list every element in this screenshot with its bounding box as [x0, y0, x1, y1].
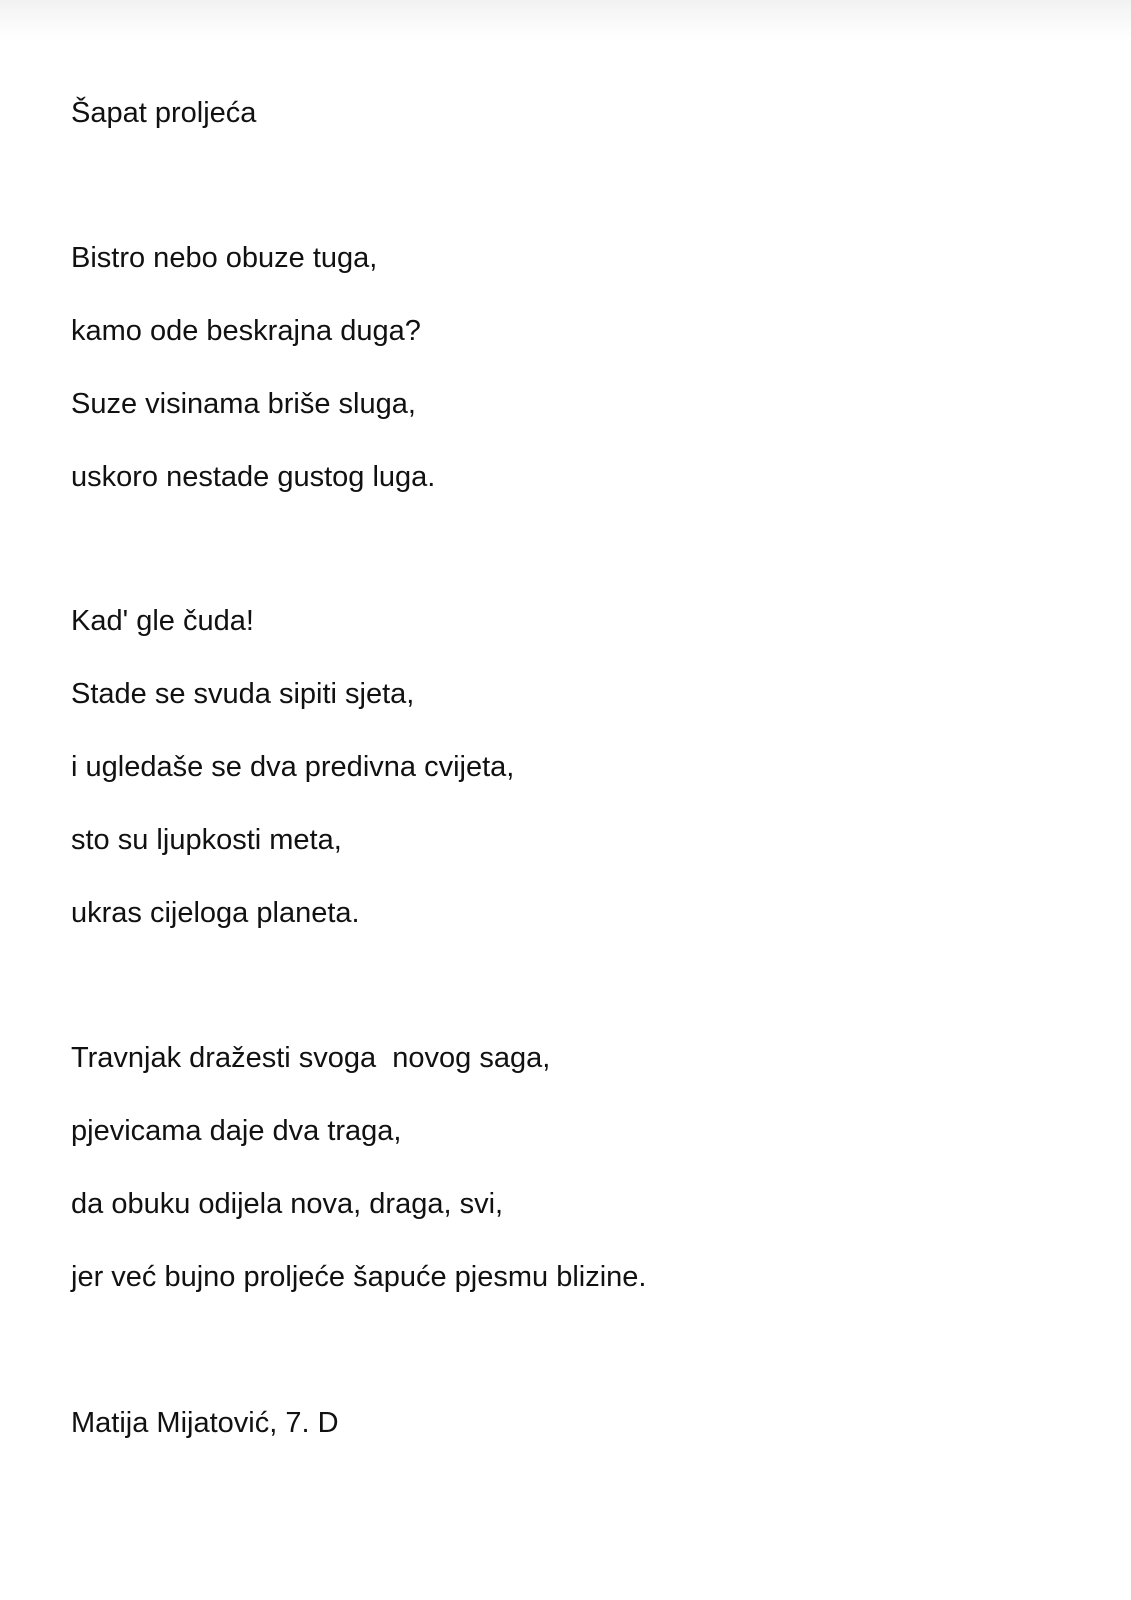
poem-line: sto su ljupkosti meta,	[71, 824, 342, 856]
poem-line: Travnjak dražesti svoga novog saga,	[71, 1042, 551, 1074]
poem-line: uskoro nestade gustog luga.	[71, 461, 436, 493]
poem-line: i ugledaše se dva predivna cvijeta,	[71, 751, 515, 783]
poem-line: pjevicama daje dva traga,	[71, 1115, 402, 1147]
poem-line: jer već bujno proljeće šapuće pjesmu blizine.	[71, 1261, 647, 1293]
poem-line: da obuku odijela nova, draga, svi,	[71, 1188, 504, 1220]
poem-title: Šapat proljeća	[71, 97, 257, 129]
poem-line: ukras cijeloga planeta.	[71, 897, 360, 929]
poem-line: kamo ode beskrajna duga?	[71, 315, 421, 347]
poem-author: Matija Mijatović, 7. D	[71, 1407, 339, 1439]
page-top-shading	[0, 0, 1131, 40]
poem-line: Kad' gle čuda!	[71, 605, 254, 637]
poem-line: Bistro nebo obuze tuga,	[71, 242, 378, 274]
poem-line: Stade se svuda sipiti sjeta,	[71, 678, 415, 710]
poem-line: Suze visinama briše sluga,	[71, 388, 416, 420]
